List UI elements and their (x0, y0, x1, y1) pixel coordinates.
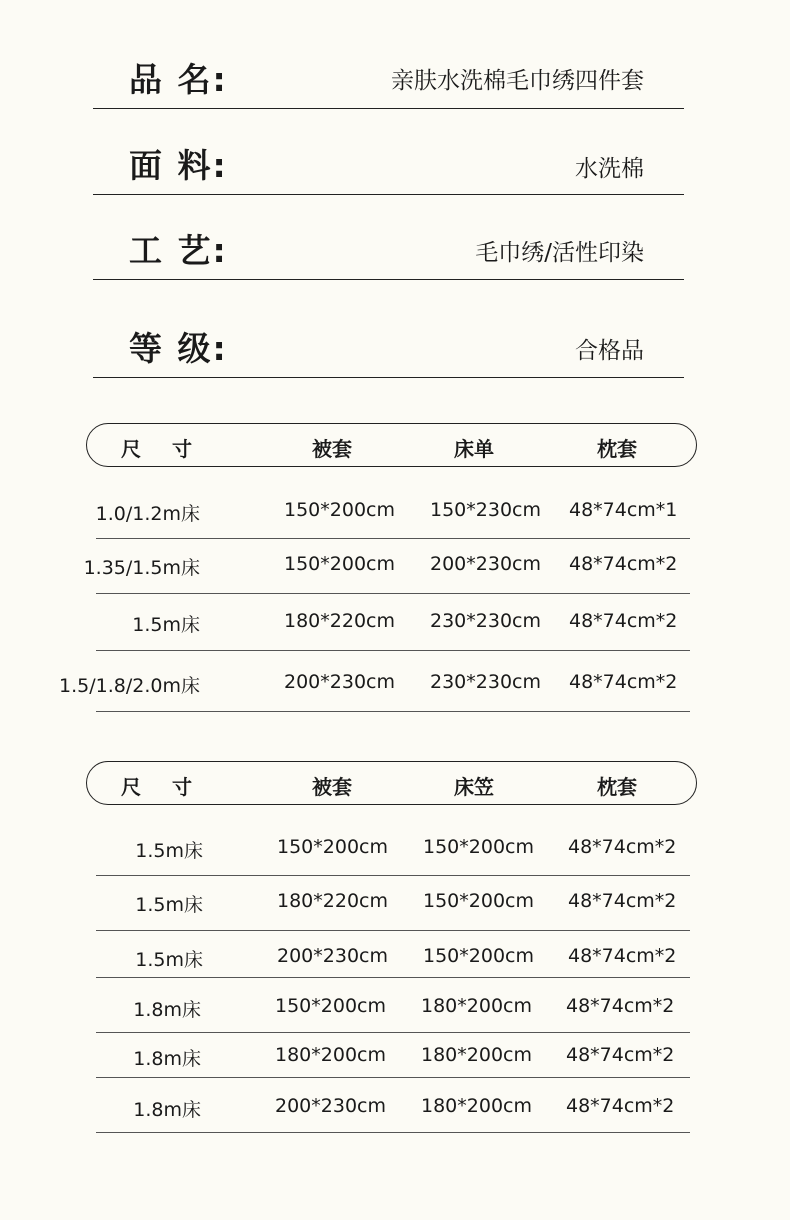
spec-value: 毛巾绣/活性印染 (475, 240, 644, 266)
row-size: 1.8m床 (133, 1048, 201, 1070)
table-row (96, 978, 690, 1033)
row-sheet: 230*230cm (430, 671, 541, 693)
spec-label: 品 名: (129, 60, 228, 99)
table-row (83, 539, 690, 594)
row-fitted-sheet: 150*200cm (423, 890, 534, 912)
table-header (86, 761, 697, 805)
spec-row-name (93, 48, 684, 109)
header-duvet: 被套 (312, 775, 352, 799)
table-row (96, 823, 690, 876)
table-row (59, 651, 690, 712)
spec-label: 等 级: (129, 329, 228, 368)
row-pillowcase: 48*74cm*2 (568, 945, 677, 967)
row-fitted-sheet: 180*200cm (421, 995, 532, 1017)
spec-value: 亲肤水洗棉毛巾绣四件套 (391, 68, 644, 94)
row-fitted-sheet: 180*200cm (421, 1044, 532, 1066)
table-row (96, 594, 690, 651)
row-size: 1.5m床 (135, 894, 203, 916)
table-header (86, 423, 697, 467)
header-pillowcase: 枕套 (597, 775, 637, 799)
spec-label: 工 艺: (129, 231, 228, 270)
row-size: 1.8m床 (133, 1099, 201, 1121)
spec-row-craft (93, 222, 684, 280)
size-table-2 (86, 761, 699, 1135)
row-pillowcase: 48*74cm*2 (568, 836, 677, 858)
row-pillowcase: 48*74cm*2 (569, 553, 678, 575)
row-size: 1.5m床 (135, 949, 203, 971)
table-row (96, 931, 690, 978)
row-size: 1.35/1.5m床 (83, 557, 200, 579)
header-sheet: 床单 (454, 437, 494, 461)
table-row (96, 487, 690, 539)
row-duvet: 150*200cm (284, 553, 395, 575)
row-sheet: 150*230cm (430, 499, 541, 521)
row-pillowcase: 48*74cm*1 (569, 499, 678, 521)
row-duvet: 200*230cm (277, 945, 388, 967)
row-sheet: 200*230cm (430, 553, 541, 575)
row-fitted-sheet: 180*200cm (421, 1095, 532, 1117)
header-pillowcase: 枕套 (597, 437, 637, 461)
row-size: 1.8m床 (133, 999, 201, 1021)
size-table-1 (59, 423, 699, 713)
spec-label: 面 料: (129, 146, 228, 185)
row-pillowcase: 48*74cm*2 (569, 671, 678, 693)
header-duvet: 被套 (312, 437, 352, 461)
row-fitted-sheet: 150*200cm (423, 945, 534, 967)
spec-value: 合格品 (575, 338, 644, 364)
spec-row-grade (93, 318, 684, 378)
table-row (96, 1033, 690, 1078)
row-pillowcase: 48*74cm*2 (566, 1044, 675, 1066)
header-size: 尺 寸 (121, 437, 204, 461)
row-duvet: 150*200cm (275, 995, 386, 1017)
row-duvet: 200*230cm (275, 1095, 386, 1117)
table-row (96, 876, 690, 931)
row-sheet: 230*230cm (430, 610, 541, 632)
row-pillowcase: 48*74cm*2 (569, 610, 678, 632)
row-size: 1.0/1.2m床 (95, 503, 200, 525)
row-pillowcase: 48*74cm*2 (566, 1095, 675, 1117)
header-size: 尺 寸 (121, 775, 204, 799)
row-duvet: 180*200cm (275, 1044, 386, 1066)
table-row (96, 1078, 690, 1133)
row-duvet: 150*200cm (284, 499, 395, 521)
row-pillowcase: 48*74cm*2 (566, 995, 675, 1017)
row-size: 1.5/1.8/2.0m床 (59, 675, 200, 697)
row-duvet: 180*220cm (284, 610, 395, 632)
row-duvet: 200*230cm (284, 671, 395, 693)
row-fitted-sheet: 150*200cm (423, 836, 534, 858)
spec-row-fabric (93, 136, 684, 195)
row-size: 1.5m床 (132, 614, 200, 636)
spec-value: 水洗棉 (575, 156, 644, 182)
row-duvet: 180*220cm (277, 890, 388, 912)
row-duvet: 150*200cm (277, 836, 388, 858)
row-size: 1.5m床 (135, 840, 203, 862)
row-pillowcase: 48*74cm*2 (568, 890, 677, 912)
header-fitted-sheet: 床笠 (454, 775, 494, 799)
